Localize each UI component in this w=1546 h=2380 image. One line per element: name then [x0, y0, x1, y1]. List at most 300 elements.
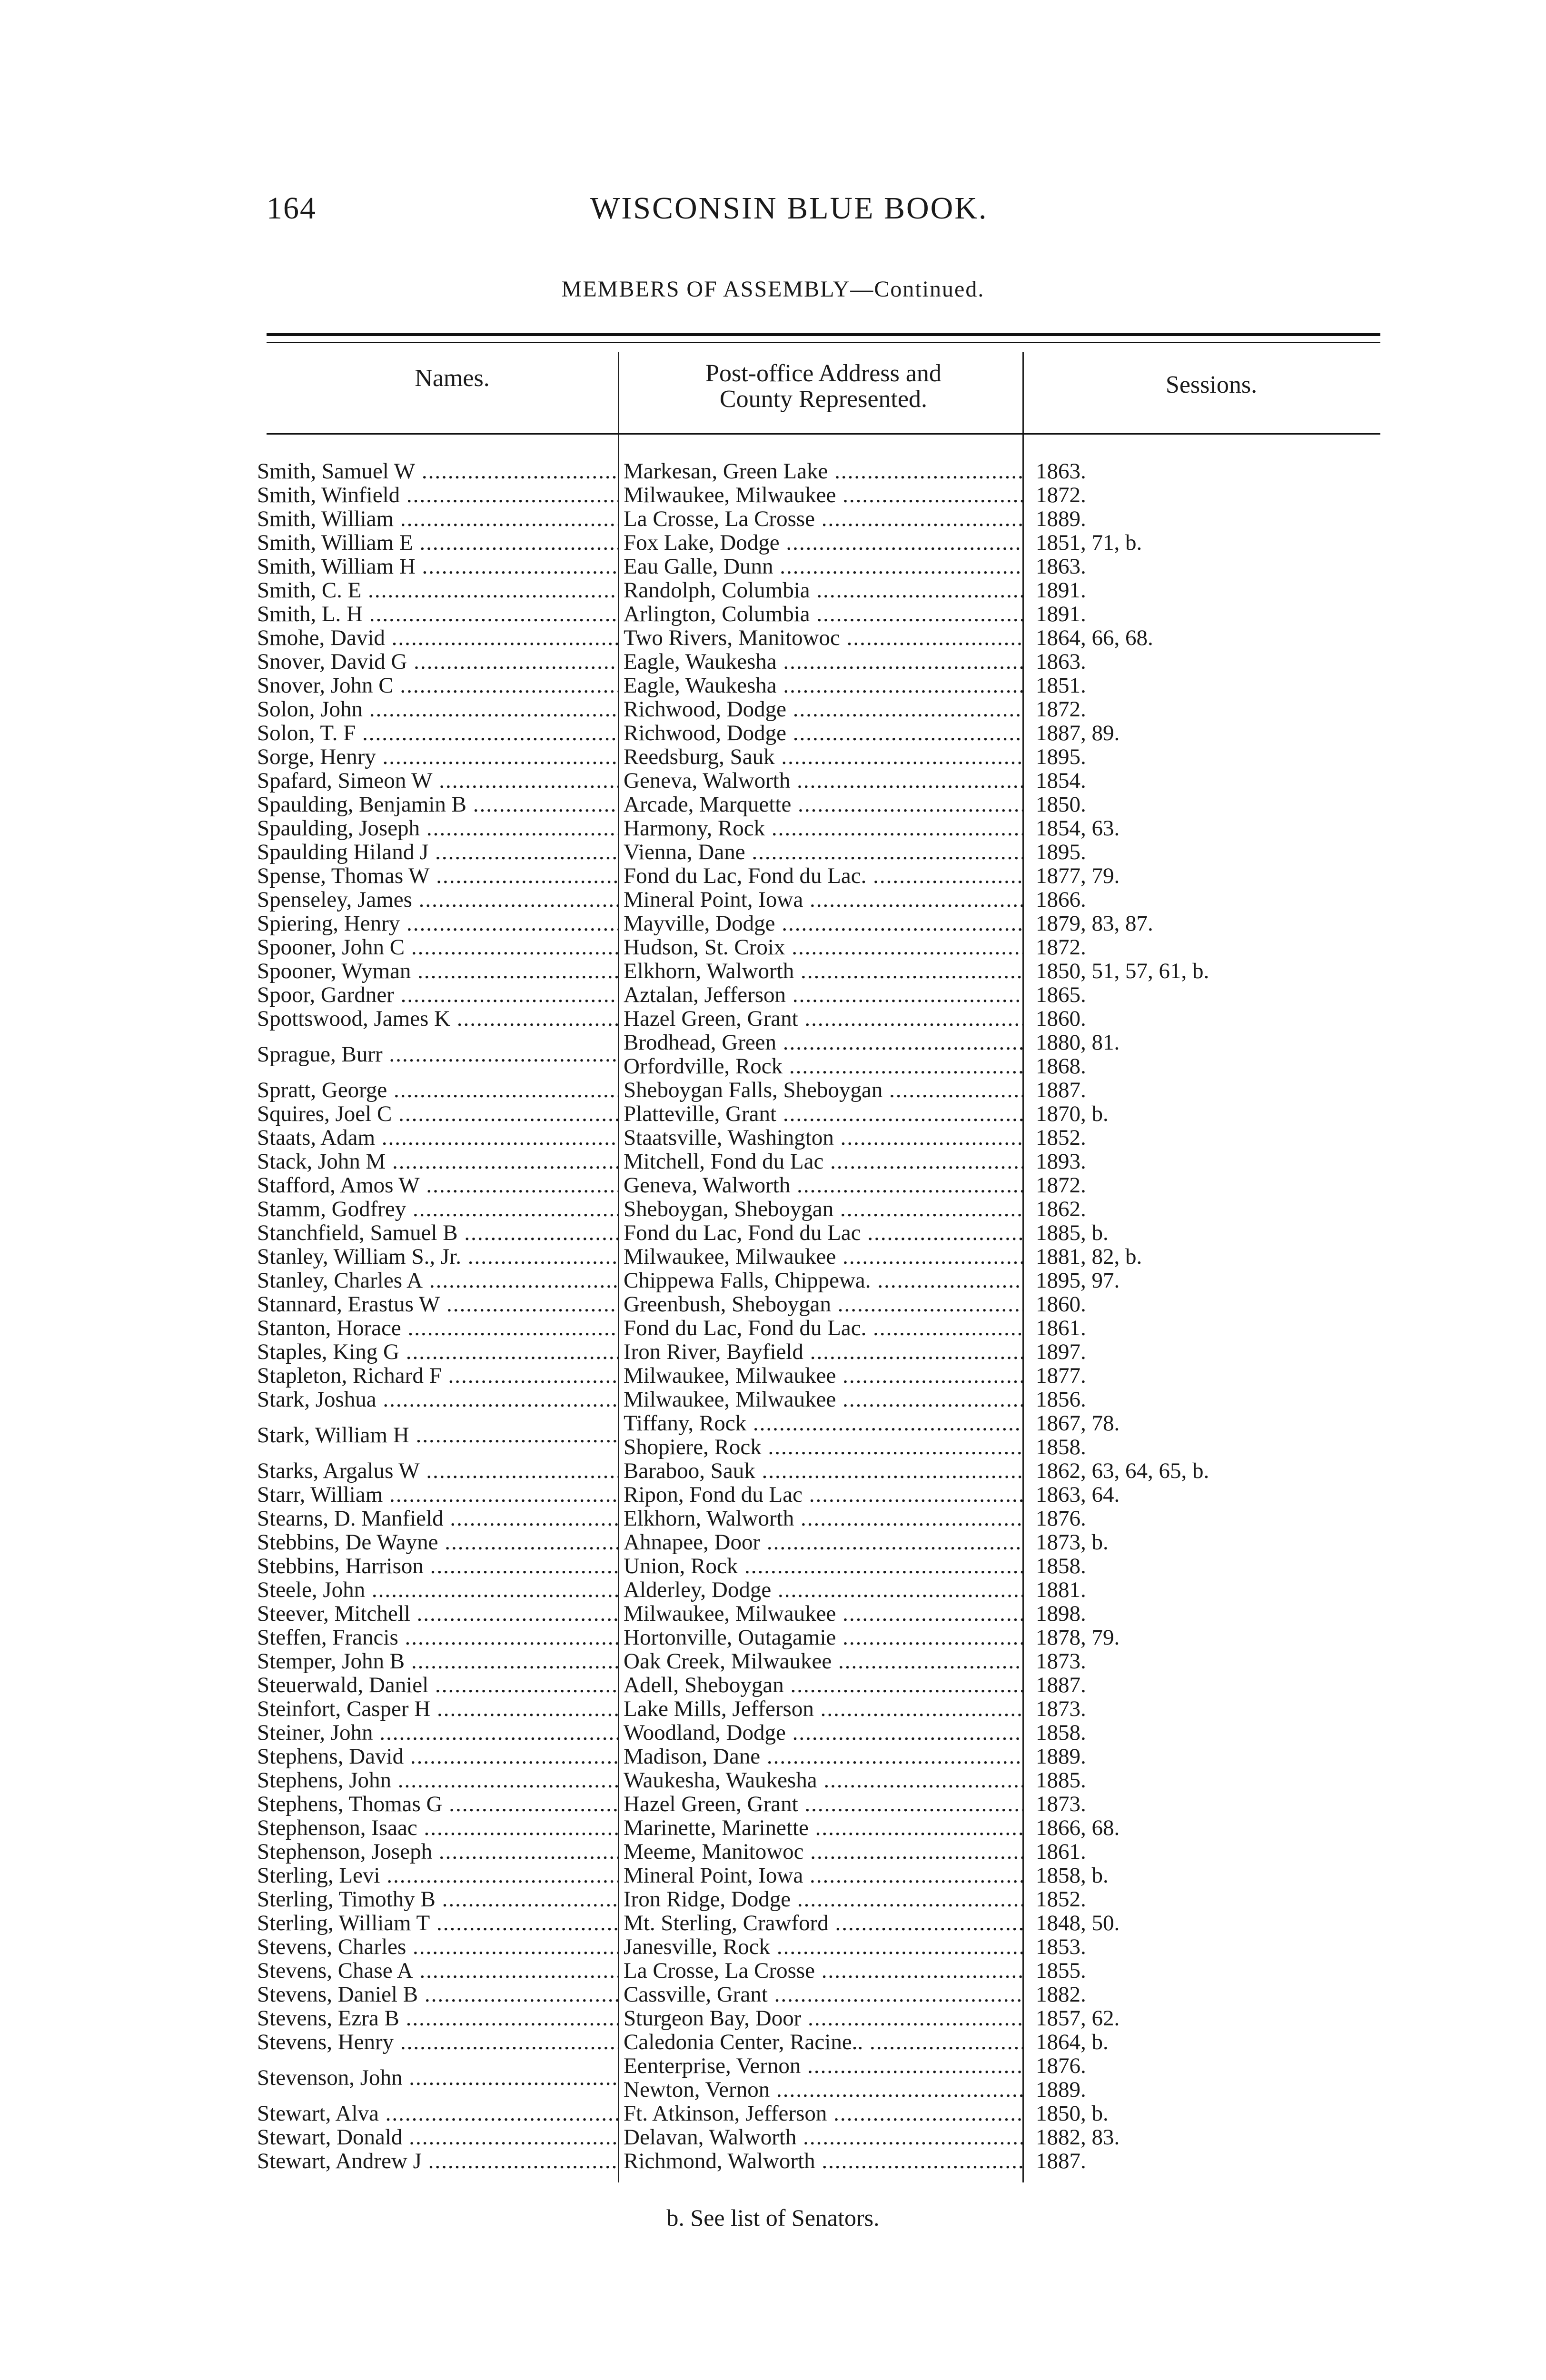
member-name: Stephenson, Isaac .....: [248, 1816, 619, 1840]
sessions-value: 1895, 97.: [1036, 1269, 1120, 1292]
post-office-address: Sheboygan, Sheboygan .....: [619, 1197, 1023, 1221]
members-table: [248, 459, 1390, 2173]
post-office-address: Fond du Lac, Fond du Lac .....: [619, 1221, 1023, 1245]
member-name: Stebbins, De Wayne .....: [248, 1530, 619, 1554]
table-row: [248, 626, 1390, 650]
post-office-address: Newton, Vernon .....: [619, 2078, 1023, 2102]
sessions-value: 1864, b.: [1036, 2030, 1109, 2054]
post-office-address: Ft. Atkinson, Jefferson .....: [619, 2102, 1023, 2125]
column-header-post-office-line1: Post-office Address and: [705, 360, 941, 387]
table-row: [248, 1388, 1390, 1411]
member-name: Stevens, Henry .....: [248, 2030, 619, 2054]
table-row: [248, 555, 1390, 578]
member-name: Stanchfield, Samuel B .....: [248, 1221, 619, 1245]
post-office-address: La Crosse, La Crosse .....: [619, 507, 1023, 531]
member-name: Spenseley, James .....: [248, 888, 619, 912]
post-office-address: Hudson, St. Croix .....: [619, 935, 1023, 959]
post-office-address: Iron River, Bayfield .....: [619, 1340, 1023, 1364]
member-name: Steinfort, Casper H .....: [248, 1697, 619, 1721]
table-row: [248, 1197, 1390, 1221]
section-title: MEMBERS OF ASSEMBLY—Continued.: [561, 277, 985, 302]
sessions-value: 1876.: [1036, 1507, 1086, 1530]
post-office-address: Staatsville, Washington .....: [619, 1126, 1023, 1150]
table-row: [248, 1578, 1390, 1602]
post-office-address: Eagle, Waukesha .....: [619, 674, 1023, 697]
member-name: Smith, Winfield .....: [248, 483, 619, 507]
member-name: Stamm, Godfrey .....: [248, 1197, 619, 1221]
post-office-address: Eagle, Waukesha .....: [619, 650, 1023, 674]
post-office-group: [619, 2054, 1023, 2102]
sessions-group: [1023, 1411, 1390, 1459]
sessions-value: 1893.: [1036, 1150, 1086, 1173]
member-name: Sterling, Levi .....: [248, 1864, 619, 1887]
table-row: [248, 1340, 1390, 1364]
post-office-address: Sturgeon Bay, Door .....: [619, 2006, 1023, 2030]
post-office-address: Mineral Point, Iowa .....: [619, 1864, 1023, 1887]
table-row: [248, 1935, 1390, 1959]
table-row: [248, 1364, 1390, 1388]
sessions-value: 1857, 62.: [1036, 2006, 1120, 2030]
sessions-value: 1877, 79.: [1036, 864, 1120, 888]
sessions-value: 1863.: [1036, 459, 1086, 483]
sessions-value: 1885.: [1036, 1768, 1086, 1792]
post-office-address: Harmony, Rock .....: [619, 816, 1023, 840]
member-name: Sorge, Henry .....: [248, 745, 619, 769]
member-name: Smith, C. E .....: [248, 578, 619, 602]
table-row: [248, 1887, 1390, 1911]
sessions-value: 1887.: [1036, 2149, 1086, 2173]
post-office-address: Fond du Lac, Fond du Lac. .....: [619, 864, 1023, 888]
post-office-address: Oak Creek, Milwaukee .....: [619, 1649, 1023, 1673]
post-office-address: Hazel Green, Grant .....: [619, 1792, 1023, 1816]
post-office-address: Eenterprise, Vernon .....: [619, 2054, 1023, 2078]
member-name: Stevens, Charles .....: [248, 1935, 619, 1959]
member-name: Smith, William H .....: [248, 555, 619, 578]
table-row-double: [248, 1411, 1390, 1459]
table-row: [248, 674, 1390, 697]
sessions-group: [1023, 1031, 1390, 1078]
table-row: [248, 1507, 1390, 1530]
sessions-value: 1872.: [1036, 483, 1086, 507]
sessions-value: 1851, 71, b.: [1036, 531, 1142, 555]
column-header-sessions: Sessions.: [1165, 371, 1258, 398]
page-number: 164: [267, 191, 317, 226]
member-name: Stark, William H .....: [248, 1423, 619, 1447]
sessions-value: 1866, 68.: [1036, 1816, 1120, 1840]
table-row: [248, 935, 1390, 959]
sessions-value: 1868.: [1036, 1054, 1086, 1078]
post-office-address: Shopiere, Rock .....: [619, 1435, 1023, 1459]
post-office-address: Arcade, Marquette .....: [619, 793, 1023, 816]
member-name: Stapleton, Richard F .....: [248, 1364, 619, 1388]
table-row: [248, 1745, 1390, 1768]
sessions-value: 1882, 83.: [1036, 2125, 1120, 2149]
sessions-value: 1848, 50.: [1036, 1911, 1120, 1935]
member-name: Stewart, Andrew J .....: [248, 2149, 619, 2173]
table-row: [248, 1792, 1390, 1816]
sessions-value: 1895.: [1036, 745, 1086, 769]
table-row: [248, 2125, 1390, 2149]
member-name: Steele, John .....: [248, 1578, 619, 1602]
table-row: [248, 1150, 1390, 1173]
member-name: Stearns, D. Manfield .....: [248, 1507, 619, 1530]
member-name: Steever, Mitchell .....: [248, 1602, 619, 1626]
post-office-address: Tiffany, Rock .....: [619, 1411, 1023, 1435]
post-office-address: Alderley, Dodge .....: [619, 1578, 1023, 1602]
column-header-post-office: [624, 361, 1023, 412]
table-row: [248, 912, 1390, 935]
member-name: Spaulding, Benjamin B .....: [248, 793, 619, 816]
member-name: Spaulding Hiland J .....: [248, 840, 619, 864]
member-name: Smith, L. H .....: [248, 602, 619, 626]
sessions-value: 1881.: [1036, 1578, 1086, 1602]
table-row: [248, 483, 1390, 507]
sessions-value: 1885, b.: [1036, 1221, 1109, 1245]
member-name: Snover, David G .....: [248, 650, 619, 674]
sessions-value: 1872.: [1036, 935, 1086, 959]
table-row: [248, 1649, 1390, 1673]
post-office-group: [619, 1031, 1023, 1078]
table-row: [248, 721, 1390, 745]
post-office-address: Cassville, Grant .....: [619, 1983, 1023, 2006]
table-row: [248, 888, 1390, 912]
post-office-address: Caledonia Center, Racine.. .....: [619, 2030, 1023, 2054]
sessions-value: 1855.: [1036, 1959, 1086, 1983]
sessions-value: 1880, 81.: [1036, 1031, 1120, 1054]
post-office-address: Milwaukee, Milwaukee .....: [619, 1388, 1023, 1411]
table-row: [248, 983, 1390, 1007]
sessions-value: 1891.: [1036, 578, 1086, 602]
member-name: Stevens, Ezra B .....: [248, 2006, 619, 2030]
member-name: Snover, John C .....: [248, 674, 619, 697]
post-office-address: Delavan, Walworth .....: [619, 2125, 1023, 2149]
member-name: Squires, Joel C .....: [248, 1102, 619, 1126]
table-row: [248, 1078, 1390, 1102]
sessions-value: 1863.: [1036, 555, 1086, 578]
sessions-value: 1863, 64.: [1036, 1483, 1120, 1507]
post-office-address: Sheboygan Falls, Sheboygan .....: [619, 1078, 1023, 1102]
post-office-address: Hazel Green, Grant .....: [619, 1007, 1023, 1031]
sessions-value: 1850.: [1036, 793, 1086, 816]
table-row: [248, 1102, 1390, 1126]
post-office-address: Lake Mills, Jefferson .....: [619, 1697, 1023, 1721]
member-name: Stanley, Charles A .....: [248, 1269, 619, 1292]
sessions-value: 1864, 66, 68.: [1036, 626, 1153, 650]
post-office-address: Janesville, Rock .....: [619, 1935, 1023, 1959]
post-office-address: Two Rivers, Manitowoc .....: [619, 626, 1023, 650]
sessions-value: 1887.: [1036, 1078, 1086, 1102]
post-office-address: Milwaukee, Milwaukee .....: [619, 1364, 1023, 1388]
table-row: [248, 1459, 1390, 1483]
table-row: [248, 1697, 1390, 1721]
top-rule-thin: [267, 342, 1380, 343]
sessions-value: 1858.: [1036, 1435, 1086, 1459]
table-row: [248, 959, 1390, 983]
header-bottom-rule: [267, 433, 1380, 435]
table-row: [248, 2006, 1390, 2030]
table-row: [248, 650, 1390, 674]
table-row: [248, 531, 1390, 555]
sessions-value: 1881, 82, b.: [1036, 1245, 1142, 1269]
table-row: [248, 1768, 1390, 1792]
table-row-double: [248, 1031, 1390, 1078]
post-office-address: Woodland, Dodge .....: [619, 1721, 1023, 1745]
post-office-address: Markesan, Green Lake .....: [619, 459, 1023, 483]
member-name: Sprague, Burr .....: [248, 1042, 619, 1066]
member-name: Staats, Adam .....: [248, 1126, 619, 1150]
member-name: Spooner, Wyman .....: [248, 959, 619, 983]
sessions-value: 1887.: [1036, 1673, 1086, 1697]
post-office-address: Mitchell, Fond du Lac .....: [619, 1150, 1023, 1173]
post-office-address: Randolph, Columbia .....: [619, 578, 1023, 602]
sessions-value: 1897.: [1036, 1340, 1086, 1364]
post-office-address: La Crosse, La Crosse .....: [619, 1959, 1023, 1983]
post-office-address: Ripon, Fond du Lac .....: [619, 1483, 1023, 1507]
post-office-address: Platteville, Grant .....: [619, 1102, 1023, 1126]
table-row: [248, 1864, 1390, 1887]
sessions-value: 1889.: [1036, 1745, 1086, 1768]
table-row: [248, 507, 1390, 531]
post-office-address: Iron Ridge, Dodge .....: [619, 1887, 1023, 1911]
member-name: Stevenson, John .....: [248, 2066, 619, 2090]
sessions-value: 1851.: [1036, 674, 1086, 697]
post-office-address: Hortonville, Outagamie .....: [619, 1626, 1023, 1649]
sessions-value: 1872.: [1036, 1173, 1086, 1197]
table-row: [248, 1840, 1390, 1864]
sessions-value: 1858.: [1036, 1554, 1086, 1578]
member-name: Spratt, George .....: [248, 1078, 619, 1102]
table-row: [248, 1554, 1390, 1578]
sessions-value: 1854.: [1036, 769, 1086, 793]
post-office-address: Geneva, Walworth .....: [619, 1173, 1023, 1197]
member-name: Stevens, Daniel B .....: [248, 1983, 619, 2006]
table-row: [248, 1602, 1390, 1626]
sessions-value: 1878, 79.: [1036, 1626, 1120, 1649]
table-row: [248, 602, 1390, 626]
member-name: Sterling, William T .....: [248, 1911, 619, 1935]
sessions-value: 1882.: [1036, 1983, 1086, 2006]
post-office-address: Marinette, Marinette .....: [619, 1816, 1023, 1840]
sessions-value: 1879, 83, 87.: [1036, 912, 1153, 935]
table-row: [248, 2149, 1390, 2173]
sessions-value: 1873.: [1036, 1649, 1086, 1673]
sessions-value: 1863.: [1036, 650, 1086, 674]
member-name: Stebbins, Harrison .....: [248, 1554, 619, 1578]
post-office-address: Orfordville, Rock .....: [619, 1054, 1023, 1078]
sessions-value: 1889.: [1036, 2078, 1086, 2102]
post-office-address: Richwood, Dodge .....: [619, 721, 1023, 745]
post-office-address: Milwaukee, Milwaukee .....: [619, 1602, 1023, 1626]
post-office-address: Baraboo, Sauk .....: [619, 1459, 1023, 1483]
table-row: [248, 1221, 1390, 1245]
top-rule-thick: [267, 333, 1380, 336]
sessions-value: 1862, 63, 64, 65, b.: [1036, 1459, 1209, 1483]
sessions-value: 1870, b.: [1036, 1102, 1109, 1126]
table-row-double: [248, 2054, 1390, 2102]
table-row: [248, 1173, 1390, 1197]
sessions-value: 1867, 78.: [1036, 1411, 1120, 1435]
post-office-address: Brodhead, Green .....: [619, 1031, 1023, 1054]
member-name: Stark, Joshua .....: [248, 1388, 619, 1411]
post-office-address: Geneva, Walworth .....: [619, 769, 1023, 793]
sessions-value: 1856.: [1036, 1388, 1086, 1411]
post-office-address: Arlington, Columbia .....: [619, 602, 1023, 626]
member-name: Spottswood, James K .....: [248, 1007, 619, 1031]
member-name: Stewart, Alva .....: [248, 2102, 619, 2125]
sessions-group: [1023, 2054, 1390, 2102]
table-row: [248, 2030, 1390, 2054]
sessions-value: 1887, 89.: [1036, 721, 1120, 745]
member-name: Stack, John M .....: [248, 1150, 619, 1173]
member-name: Spiering, Henry .....: [248, 912, 619, 935]
member-name: Stephens, David .....: [248, 1745, 619, 1768]
member-name: Spoor, Gardner .....: [248, 983, 619, 1007]
post-office-address: Vienna, Dane .....: [619, 840, 1023, 864]
member-name: Smohe, David .....: [248, 626, 619, 650]
post-office-address: Fox Lake, Dodge .....: [619, 531, 1023, 555]
table-row: [248, 1316, 1390, 1340]
table-row: [248, 1816, 1390, 1840]
post-office-group: [619, 1411, 1023, 1459]
table-row: [248, 2102, 1390, 2125]
sessions-value: 1860.: [1036, 1292, 1086, 1316]
member-name: Solon, T. F .....: [248, 721, 619, 745]
sessions-value: 1850, b.: [1036, 2102, 1109, 2125]
post-office-address: Milwaukee, Milwaukee .....: [619, 1245, 1023, 1269]
table-row: [248, 1269, 1390, 1292]
post-office-address: Union, Rock .....: [619, 1554, 1023, 1578]
member-name: Steffen, Francis .....: [248, 1626, 619, 1649]
post-office-address: Reedsburg, Sauk .....: [619, 745, 1023, 769]
post-office-address: Elkhorn, Walworth .....: [619, 959, 1023, 983]
table-row: [248, 769, 1390, 793]
post-office-address: Aztalan, Jefferson .....: [619, 983, 1023, 1007]
sessions-value: 1850, 51, 57, 61, b.: [1036, 959, 1209, 983]
sessions-value: 1860.: [1036, 1007, 1086, 1031]
member-name: Stewart, Donald .....: [248, 2125, 619, 2149]
member-name: Spaulding, Joseph .....: [248, 816, 619, 840]
sessions-value: 1852.: [1036, 1126, 1086, 1150]
table-row: [248, 1626, 1390, 1649]
member-name: Spense, Thomas W .....: [248, 864, 619, 888]
table-row: [248, 578, 1390, 602]
member-name: Spafard, Simeon W .....: [248, 769, 619, 793]
table-row: [248, 697, 1390, 721]
sessions-value: 1873.: [1036, 1697, 1086, 1721]
sessions-value: 1898.: [1036, 1602, 1086, 1626]
footnote: b. See list of Senators.: [666, 2204, 880, 2231]
member-name: Smith, Samuel W .....: [248, 459, 619, 483]
table-row: [248, 1007, 1390, 1031]
member-name: Stemper, John B .....: [248, 1649, 619, 1673]
table-row: [248, 793, 1390, 816]
sessions-value: 1866.: [1036, 888, 1086, 912]
sessions-value: 1895.: [1036, 840, 1086, 864]
sessions-value: 1872.: [1036, 697, 1086, 721]
table-row: [248, 864, 1390, 888]
sessions-value: 1891.: [1036, 602, 1086, 626]
table-row: [248, 1292, 1390, 1316]
member-name: Spooner, John C .....: [248, 935, 619, 959]
table-row: [248, 816, 1390, 840]
table-row: [248, 840, 1390, 864]
member-name: Starr, William .....: [248, 1483, 619, 1507]
member-name: Stanley, William S., Jr. .....: [248, 1245, 619, 1269]
table-row: [248, 1911, 1390, 1935]
post-office-address: Waukesha, Waukesha .....: [619, 1768, 1023, 1792]
sessions-value: 1854, 63.: [1036, 816, 1120, 840]
table-row: [248, 1983, 1390, 2006]
sessions-value: 1873.: [1036, 1792, 1086, 1816]
member-name: Stanton, Horace .....: [248, 1316, 619, 1340]
post-office-address: Richwood, Dodge .....: [619, 697, 1023, 721]
sessions-value: 1861.: [1036, 1316, 1086, 1340]
member-name: Stephenson, Joseph .....: [248, 1840, 619, 1864]
post-office-address: Milwaukee, Milwaukee .....: [619, 483, 1023, 507]
member-name: Starks, Argalus W .....: [248, 1459, 619, 1483]
sessions-value: 1877.: [1036, 1364, 1086, 1388]
sessions-value: 1858.: [1036, 1721, 1086, 1745]
post-office-address: Mt. Sterling, Crawford .....: [619, 1911, 1023, 1935]
post-office-address: Greenbush, Sheboygan .....: [619, 1292, 1023, 1316]
member-name: Steiner, John .....: [248, 1721, 619, 1745]
member-name: Smith, William .....: [248, 507, 619, 531]
member-name: Staples, King G .....: [248, 1340, 619, 1364]
post-office-address: Meeme, Manitowoc .....: [619, 1840, 1023, 1864]
table-row: [248, 1530, 1390, 1554]
sessions-value: 1876.: [1036, 2054, 1086, 2078]
table-row: [248, 1483, 1390, 1507]
table-row: [248, 1126, 1390, 1150]
column-header-post-office-line2: County Represented.: [719, 386, 928, 413]
member-name: Stafford, Amos W .....: [248, 1173, 619, 1197]
member-name: Stevens, Chase A .....: [248, 1959, 619, 1983]
sessions-value: 1852.: [1036, 1887, 1086, 1911]
post-office-address: Eau Galle, Dunn .....: [619, 555, 1023, 578]
sessions-value: 1853.: [1036, 1935, 1086, 1959]
member-name: Solon, John .....: [248, 697, 619, 721]
post-office-address: Adell, Sheboygan .....: [619, 1673, 1023, 1697]
sessions-value: 1861.: [1036, 1840, 1086, 1864]
table-row: [248, 745, 1390, 769]
sessions-value: 1873, b.: [1036, 1530, 1109, 1554]
member-name: Sterling, Timothy B .....: [248, 1887, 619, 1911]
member-name: Smith, William E .....: [248, 531, 619, 555]
table-row: [248, 1673, 1390, 1697]
member-name: Steuerwald, Daniel .....: [248, 1673, 619, 1697]
table-row: [248, 459, 1390, 483]
table-row: [248, 1245, 1390, 1269]
sessions-value: 1858, b.: [1036, 1864, 1109, 1887]
post-office-address: Elkhorn, Walworth .....: [619, 1507, 1023, 1530]
member-name: Stephens, John .....: [248, 1768, 619, 1792]
sessions-value: 1862.: [1036, 1197, 1086, 1221]
table-row: [248, 1959, 1390, 1983]
sessions-value: 1865.: [1036, 983, 1086, 1007]
post-office-address: Richmond, Walworth .....: [619, 2149, 1023, 2173]
post-office-address: Ahnapee, Door .....: [619, 1530, 1023, 1554]
post-office-address: Madison, Dane .....: [619, 1745, 1023, 1768]
sessions-value: 1889.: [1036, 507, 1086, 531]
post-office-address: Mayville, Dodge .....: [619, 912, 1023, 935]
column-header-names: Names.: [415, 365, 490, 392]
post-office-address: Fond du Lac, Fond du Lac. .....: [619, 1316, 1023, 1340]
post-office-address: Chippewa Falls, Chippewa. .....: [619, 1269, 1023, 1292]
post-office-address: Mineral Point, Iowa .....: [619, 888, 1023, 912]
running-head: WISCONSIN BLUE BOOK.: [590, 191, 988, 226]
table-row: [248, 1721, 1390, 1745]
member-name: Stephens, Thomas G .....: [248, 1792, 619, 1816]
